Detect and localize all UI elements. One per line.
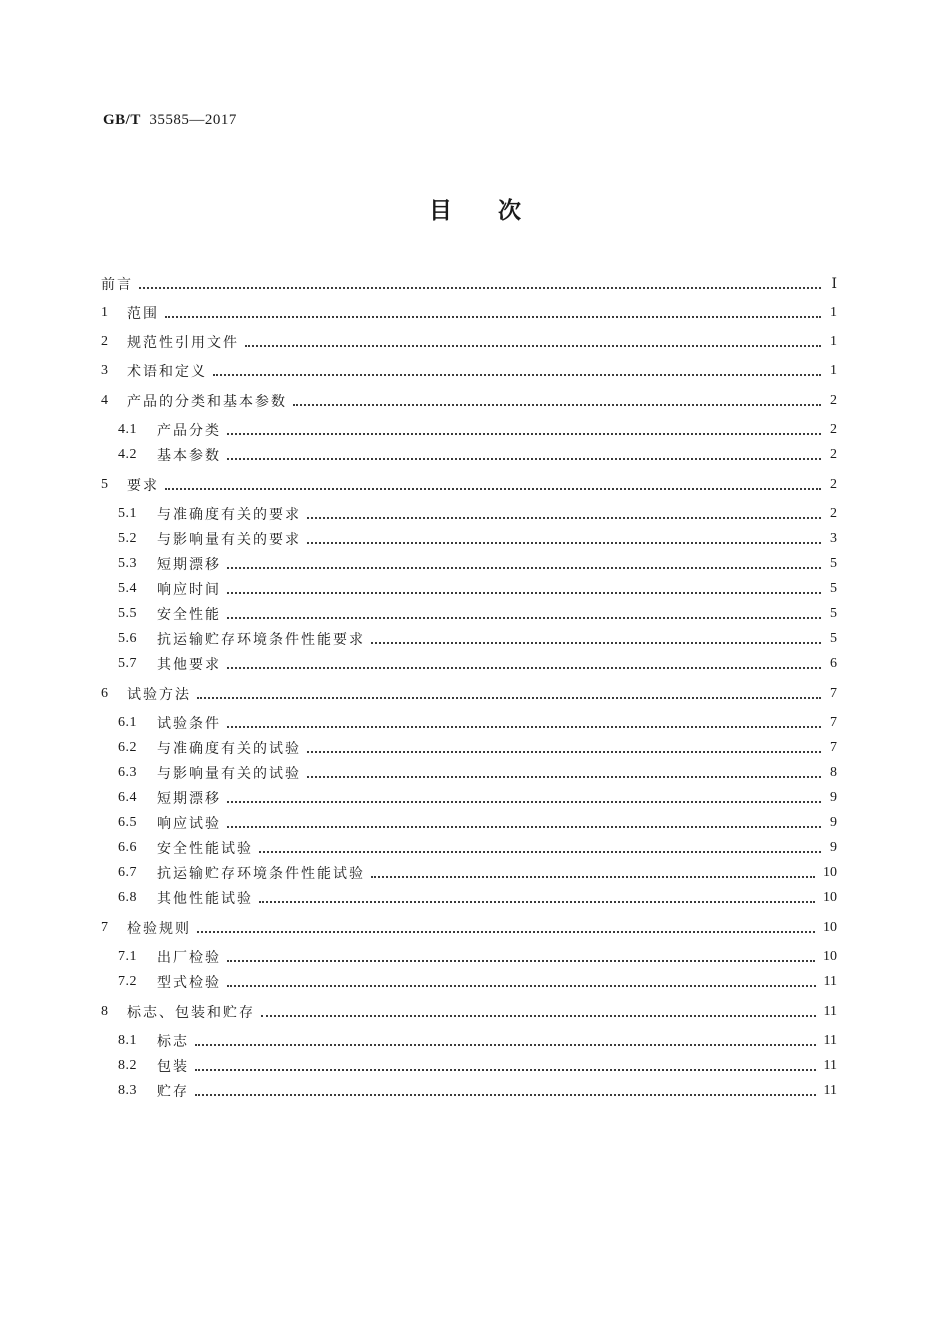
toc-leader-dots [371, 642, 821, 644]
toc-entry-page: 1 [830, 363, 837, 378]
toc-entry-label: 响应时间 [157, 582, 221, 598]
toc-entry[interactable] [101, 475, 837, 495]
toc-leader-dots [195, 1094, 816, 1096]
toc-entry-label: 标志 [157, 1034, 189, 1050]
toc-entry[interactable] [118, 629, 837, 649]
toc-entry-number: 8.3 [118, 1083, 137, 1098]
toc-leader-dots [227, 667, 821, 669]
toc-entry-label: 标志、包装和贮存 [127, 1005, 255, 1021]
toc-entry-label: 贮存 [157, 1084, 189, 1100]
toc-entry[interactable] [101, 303, 837, 323]
toc-entry[interactable] [118, 713, 837, 733]
toc-entry-label: 术语和定义 [127, 364, 207, 380]
toc-entry[interactable] [118, 838, 837, 858]
toc-entry-number: 5.4 [118, 581, 137, 596]
toc-entry[interactable] [101, 361, 837, 381]
toc-entry-page: 2 [830, 447, 837, 462]
toc-entry-label: 响应试验 [157, 816, 221, 832]
toc-entry[interactable] [118, 863, 837, 883]
toc-entry-number: 7.2 [118, 974, 137, 989]
toc-entry-number: 3 [101, 363, 109, 378]
toc-leader-dots [195, 1069, 816, 1071]
toc-entry-page: Ⅰ [831, 276, 837, 292]
toc-entry[interactable] [101, 391, 837, 411]
toc-entry-label: 产品的分类和基本参数 [127, 394, 287, 410]
toc-entry[interactable] [118, 1031, 837, 1051]
toc-leader-dots [227, 801, 821, 803]
toc-leader-dots [197, 931, 815, 933]
toc-leader-dots [227, 826, 821, 828]
toc-entry[interactable] [101, 1002, 837, 1022]
toc-entry-label: 短期漂移 [157, 791, 221, 807]
toc-entry-page: 9 [830, 815, 837, 830]
toc-entry[interactable] [118, 947, 837, 967]
toc-entry[interactable] [118, 972, 837, 992]
toc-leader-dots [227, 960, 815, 962]
toc-leader-dots [261, 1015, 816, 1017]
toc-entry[interactable] [101, 918, 837, 938]
toc-entry-page: 5 [830, 556, 837, 571]
toc-entry-number: 5 [101, 477, 109, 492]
toc-entry[interactable] [118, 1056, 837, 1076]
toc-entry-page: 6 [830, 656, 837, 671]
toc-entry[interactable] [118, 888, 837, 908]
toc-entry[interactable] [118, 788, 837, 808]
toc-entry-label: 与准确度有关的要求 [157, 507, 301, 523]
toc-entry[interactable] [101, 274, 837, 294]
toc-entry-number: 4.1 [118, 422, 137, 437]
toc-leader-dots [245, 345, 821, 347]
toc-entry-number: 5.5 [118, 606, 137, 621]
toc-entry[interactable] [118, 763, 837, 783]
toc-entry-label: 安全性能 [157, 607, 221, 623]
toc-entry[interactable] [118, 1081, 837, 1101]
toc-leader-dots [259, 901, 815, 903]
toc-entry-number: 7.1 [118, 949, 137, 964]
toc-leader-dots [307, 542, 821, 544]
toc-entry-page: 1 [830, 334, 837, 349]
toc-entry-number: 6 [101, 686, 109, 701]
toc-leader-dots [227, 985, 816, 987]
toc-entry-page: 11 [823, 974, 837, 989]
toc-leader-dots [165, 316, 821, 318]
toc-entry[interactable] [118, 579, 837, 599]
toc-leader-dots [307, 776, 821, 778]
toc-entry-number: 6.6 [118, 840, 137, 855]
toc-leader-dots [197, 697, 821, 699]
toc-entry-label: 与影响量有关的试验 [157, 766, 301, 782]
toc-entry[interactable] [118, 738, 837, 758]
toc-leader-dots [227, 458, 821, 460]
toc-entry-page: 2 [830, 422, 837, 437]
toc-entry-page: 1 [830, 305, 837, 320]
page-title: 目次 [429, 198, 567, 224]
toc-entry-number: 8.2 [118, 1058, 137, 1073]
toc-leader-dots [139, 287, 821, 289]
toc-entry-number: 5.6 [118, 631, 137, 646]
toc-entry-number: 6.4 [118, 790, 137, 805]
toc-leader-dots [293, 404, 821, 406]
toc-entry-page: 2 [830, 477, 837, 492]
toc-entry-page: 10 [823, 865, 837, 880]
toc-entry-number: 6.1 [118, 715, 137, 730]
standard-number: 35585—2017 [149, 112, 237, 128]
toc-leader-dots [227, 726, 821, 728]
toc-entry-label: 与准确度有关的试验 [157, 741, 301, 757]
toc-entry-number: 6.5 [118, 815, 137, 830]
toc-entry-number: 4.2 [118, 447, 137, 462]
toc-entry-page: 2 [830, 506, 837, 521]
toc-entry-page: 2 [830, 393, 837, 408]
toc-leader-dots [227, 592, 821, 594]
toc-entry-label: 其他性能试验 [157, 891, 253, 907]
toc-entry-number: 5.2 [118, 531, 137, 546]
toc-leader-dots [227, 617, 821, 619]
toc-entry-page: 11 [823, 1004, 837, 1019]
toc-leader-dots [195, 1044, 816, 1046]
toc-entry[interactable] [118, 604, 837, 624]
toc-entry-page: 5 [830, 606, 837, 621]
toc-entry-label: 规范性引用文件 [127, 335, 239, 351]
toc-entry-number: 8 [101, 1004, 109, 1019]
toc-leader-dots [259, 851, 821, 853]
toc-entry-page: 10 [823, 920, 837, 935]
toc-entry-label: 与影响量有关的要求 [157, 532, 301, 548]
toc-leader-dots [371, 876, 815, 878]
toc-entry-number: 5.7 [118, 656, 137, 671]
toc-entry-number: 6.7 [118, 865, 137, 880]
toc-entry-page: 8 [830, 765, 837, 780]
toc-entry-page: 7 [830, 715, 837, 730]
toc-entry-label: 基本参数 [157, 448, 221, 464]
toc-entry-page: 9 [830, 840, 837, 855]
toc-entry-number: 8.1 [118, 1033, 137, 1048]
standard-prefix: GB/T [103, 112, 141, 128]
toc-entry-label: 产品分类 [157, 423, 221, 439]
toc-entry[interactable] [101, 332, 837, 352]
toc-entry-number: 6.8 [118, 890, 137, 905]
toc-leader-dots [227, 567, 821, 569]
toc-entry-page: 3 [830, 531, 837, 546]
toc-leader-dots [227, 433, 821, 435]
toc-entry[interactable] [118, 420, 837, 440]
toc-entry-page: 11 [823, 1058, 837, 1073]
toc-entry[interactable] [118, 813, 837, 833]
toc-entry-number: 6.2 [118, 740, 137, 755]
toc-entry-page: 5 [830, 581, 837, 596]
toc-entry-number: 4 [101, 393, 109, 408]
toc-leader-dots [165, 488, 821, 490]
toc-entry-page: 7 [830, 686, 837, 701]
toc-entry-number: 5.3 [118, 556, 137, 571]
toc-entry-label: 安全性能试验 [157, 841, 253, 857]
toc-entry[interactable] [118, 445, 837, 465]
toc-entry-label: 试验方法 [127, 687, 191, 703]
toc-entry-number: 6.3 [118, 765, 137, 780]
toc-entry-number: 2 [101, 334, 109, 349]
toc-entry-label: 型式检验 [157, 975, 221, 991]
toc-entry-number: 7 [101, 920, 109, 935]
toc-leader-dots [213, 374, 821, 376]
toc-entry-page: 9 [830, 790, 837, 805]
toc-leader-dots [307, 751, 821, 753]
toc-entry[interactable] [118, 654, 837, 674]
toc-entry-page: 11 [823, 1083, 837, 1098]
toc-entry-label: 要求 [127, 478, 159, 494]
toc-entry-label: 出厂检验 [157, 950, 221, 966]
toc-entry-page: 11 [823, 1033, 837, 1048]
toc-entry-number: 1 [101, 305, 109, 320]
toc-entry[interactable] [118, 504, 837, 524]
toc-entry-label: 前言 [101, 277, 133, 293]
toc-entry-page: 10 [823, 890, 837, 905]
toc-entry-page: 7 [830, 740, 837, 755]
toc-entry-label: 包装 [157, 1059, 189, 1075]
toc-entry-label: 试验条件 [157, 716, 221, 732]
toc-entry-label: 抗运输贮存环境条件性能试验 [157, 866, 365, 882]
toc-entry-label: 检验规则 [127, 921, 191, 937]
toc-entry[interactable] [118, 529, 837, 549]
toc-entry-label: 范围 [127, 306, 159, 322]
toc-leader-dots [307, 517, 821, 519]
toc-entry-number: 5.1 [118, 506, 137, 521]
toc-entry-page: 5 [830, 631, 837, 646]
toc-entry-page: 10 [823, 949, 837, 964]
toc-entry-label: 其他要求 [157, 657, 221, 673]
standard-code [103, 112, 237, 129]
toc-entry-label: 抗运输贮存环境条件性能要求 [157, 632, 365, 648]
toc-entry[interactable] [101, 684, 837, 704]
toc-entry[interactable] [118, 554, 837, 574]
toc-entry-label: 短期漂移 [157, 557, 221, 573]
